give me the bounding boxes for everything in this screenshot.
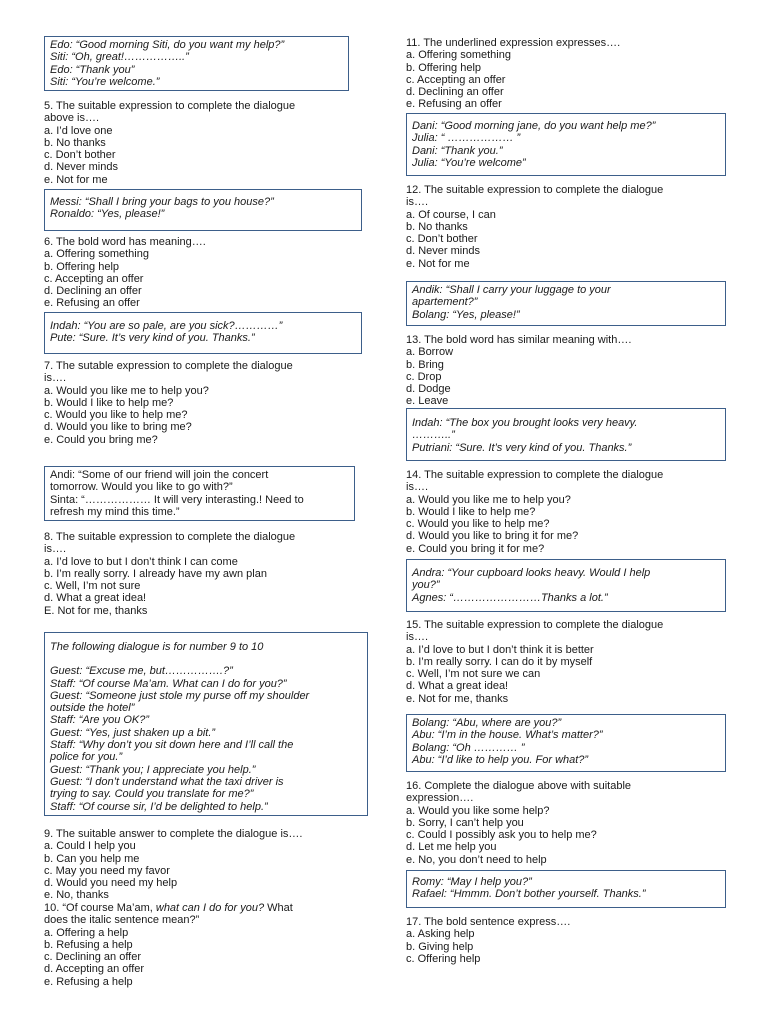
dialogue-intro: The following dialogue is for number 9 to 10	[50, 641, 264, 653]
answer-option: b. Can you help me	[44, 852, 140, 865]
question-stem: 5. The suitable expression to complete the dialogue	[44, 100, 296, 112]
dialogue-box-dani-julia	[406, 113, 726, 176]
dialogue-line: Staff: “Why don’t you sit down here and I’ll call the	[50, 739, 294, 752]
question-6	[44, 236, 362, 310]
answer-option: e. Could you bring me?	[44, 433, 158, 446]
question-stem: is….	[44, 372, 66, 385]
dialogue-line: apartement?”	[412, 296, 478, 309]
dialogue-line: Messi: “Shall I bring your bags to you house?”	[50, 196, 274, 208]
answer-option: a. I’d love to but I don’t think it is better	[406, 643, 594, 656]
dialogue-box-andra-agnes	[406, 559, 726, 612]
answer-option: b. Bring	[406, 358, 444, 371]
question-stem: 16. Complete the dialogue above with suitable	[406, 780, 632, 792]
question-8	[44, 531, 362, 617]
dialogue-line: Andra: “Your cupboard looks heavy. Would I help	[412, 567, 651, 579]
dialogue-line: Romy: “May I help you?”	[412, 876, 532, 888]
answer-option: b. Giving help	[406, 940, 474, 953]
question-17	[406, 916, 726, 965]
answer-option: e. Not for me, thanks	[406, 692, 509, 705]
dialogue-line: Bolang: “Yes, please!”	[412, 308, 520, 321]
question-stem: 6. The bold word has meaning….	[44, 236, 206, 248]
answer-option: b. No thanks	[44, 136, 106, 149]
answer-option: d. Accepting an offer	[44, 963, 145, 976]
answer-option: a. Offering something	[406, 49, 511, 62]
answer-option: a. Of course, I can	[406, 208, 496, 221]
dialogue-box-bolang-abu	[406, 714, 726, 772]
answer-option: a. Would you like me to help you?	[406, 493, 571, 506]
answer-option: d. Would you like to bring me?	[44, 421, 192, 434]
answer-option: e. Refusing an offer	[406, 98, 502, 111]
answer-option: c. Well, I’m not sure we can	[406, 668, 541, 681]
question-7	[44, 360, 362, 446]
dialogue-box-edo-siti	[44, 36, 349, 91]
dialogue-line: police for you.”	[50, 751, 123, 764]
answer-option: c. Accepting an offer	[44, 272, 144, 285]
dialogue-line: Staff: “Are you OK?”	[50, 714, 150, 727]
answer-option: c. Don’t bother	[406, 233, 478, 246]
question-stem	[44, 902, 362, 914]
question-stem: is….	[44, 543, 66, 556]
answer-option: d. What a great idea!	[44, 592, 147, 605]
question-15	[406, 619, 726, 705]
answer-option: a. Borrow	[406, 346, 454, 359]
answer-option: d. Declining an offer	[406, 86, 504, 99]
answer-option: c. Drop	[406, 370, 442, 383]
question-9	[44, 828, 362, 902]
question-stem: is….	[406, 481, 428, 494]
dialogue-line: outside the hotel”	[50, 702, 135, 715]
answer-option: d. Let me help you	[406, 841, 497, 854]
dialogue-line: Guest: “I don’t understand what the taxi driver is	[50, 775, 284, 788]
answer-option: d. Declining an offer	[44, 285, 142, 298]
dialogue-line: ………..”	[412, 429, 455, 442]
answer-option: c. Would you like to help me?	[406, 518, 550, 531]
answer-option: a. Asking help	[406, 928, 475, 941]
question-13	[406, 334, 726, 408]
answer-option: b. No thanks	[406, 220, 468, 233]
answer-option: a. Would you like some help?	[406, 804, 550, 817]
dialogue-spacer	[50, 653, 362, 665]
answer-option: a. Could I help you	[44, 840, 136, 853]
answer-option: a. I’d love one	[44, 124, 113, 137]
answer-option: b. Refusing a help	[44, 938, 133, 951]
question-12	[406, 184, 726, 270]
question-stem: is….	[406, 631, 428, 644]
dialogue-line: Siti: “You’re welcome.”	[50, 75, 160, 88]
dialogue-line: Andik: “Shall I carry your luggage to your	[412, 284, 611, 296]
dialogue-line: Indah: “You are so pale, are you sick?…………”	[50, 320, 283, 332]
dialogue-line: Siti: “Oh, great!……………..”	[50, 51, 189, 64]
dialogue-line: Indah: “The box you brought looks very heavy.	[412, 417, 638, 429]
dialogue-line: Bolang: “Abu, where are you?”	[412, 717, 562, 729]
dialogue-line: refresh my mind this time.”	[50, 505, 180, 518]
answer-option: d. Never minds	[406, 245, 480, 258]
dialogue-box-indah-pute	[44, 312, 362, 354]
answer-option: b. Offering help	[44, 260, 120, 273]
answer-option: c. Could I possibly ask you to help me?	[406, 829, 597, 842]
answer-option: b. I’m really sorry. I can do it by myself	[406, 655, 593, 668]
dialogue-box-hotel	[44, 632, 368, 816]
answer-option: e. Refusing a help	[44, 975, 133, 988]
answer-option: e. No, you don’t need to help	[406, 853, 547, 866]
question-stem-italic: what can I do for you?	[155, 902, 265, 914]
dialogue-line: Dani: “Thank you.”	[412, 144, 503, 157]
dialogue-line: Julia: “You’re welcome”	[412, 156, 526, 169]
question-11	[406, 37, 726, 111]
question-stem: 17. The bold sentence express….	[406, 916, 571, 928]
answer-option: d. Never minds	[44, 161, 118, 174]
dialogue-line: Edo: “Thank you”	[50, 63, 135, 76]
answer-option: c. Would you like to help me?	[44, 409, 188, 422]
dialogue-box-messi-ronaldo	[44, 189, 362, 231]
dialogue-line: Bolang: “Oh ………… ”	[412, 741, 525, 754]
answer-option: c. Don’t bother	[44, 149, 116, 162]
question-stem: 8. The suitable expression to complete the dialogue	[44, 531, 296, 543]
answer-option: c. May you need my favor	[44, 864, 170, 877]
answer-option: e. Refusing an offer	[44, 297, 140, 310]
question-stem: is….	[406, 196, 428, 209]
dialogue-line: trying to say. Could you translate for me?”	[50, 788, 254, 801]
question-stem: 15. The suitable expression to complete the dialogue	[406, 619, 664, 631]
dialogue-box-andi-sinta	[44, 466, 355, 521]
question-16	[406, 780, 726, 866]
answer-option: e. Leave	[406, 395, 449, 408]
answer-option: a. I’d love to but I don’t think I can come	[44, 555, 238, 568]
question-stem: expression….	[406, 792, 474, 805]
question-10	[44, 902, 362, 988]
dialogue-line: Ronaldo: “Yes, please!”	[50, 208, 165, 221]
answer-option: b. Would I like to help me?	[406, 505, 536, 518]
answer-option: a. Offering something	[44, 248, 149, 261]
dialogue-line: Guest: “Someone just stole my purse off my shoulder	[50, 689, 310, 702]
dialogue-line: Putriani: “Sure. It’s very kind of you. Thanks.”	[412, 441, 632, 454]
answer-option: c. Accepting an offer	[406, 73, 506, 86]
question-stem: 7. The sutable expression to complete the dialogue	[44, 360, 293, 372]
dialogue-line: Agnes: “……………………Thanks a lot.”	[412, 591, 608, 604]
answer-option: e. No, thanks	[44, 889, 109, 902]
answer-option: c. Declining an offer	[44, 951, 142, 964]
dialogue-line: Guest: “Yes, just shaken up a bit.”	[50, 726, 216, 739]
answer-option: d. Would you need my help	[44, 877, 178, 890]
answer-option: e. Could you bring it for me?	[406, 542, 545, 555]
answer-option: d. Would you like to bring it for me?	[406, 530, 579, 543]
dialogue-line: Sinta: “……………… It will very interasting.! Need to	[50, 493, 304, 506]
dialogue-line: Edo: “Good morning Siti, do you want my help?”	[50, 39, 285, 51]
answer-option: E. Not for me, thanks	[44, 604, 148, 617]
dialogue-box-romy-rafael	[406, 870, 726, 908]
dialogue-line: Staff: “Of course sir, I’d be delighted to help.”	[50, 800, 268, 813]
question-stem-part: What	[264, 902, 293, 914]
dialogue-line: Andi: “Some of our friend will join the concert	[50, 469, 269, 481]
question-stem: 11. The underlined expression expresses….	[406, 37, 621, 49]
question-stem: 12. The suitable expression to complete the dialogue	[406, 184, 664, 196]
question-stem: 13. The bold word has similar meaning with….	[406, 334, 632, 346]
dialogue-line: Guest: “Excuse me, but…………….?”	[50, 665, 233, 678]
dialogue-line: Pute: “Sure. It’s very kind of you. Thanks.”	[50, 332, 255, 345]
question-stem: 14. The suitable expression to complete the dialogue	[406, 469, 664, 481]
question-stem: 9. The suitable answer to complete the dialogue is….	[44, 828, 303, 840]
answer-option: d. Dodge	[406, 383, 451, 396]
answer-option: b. Sorry, I can’t help you	[406, 816, 524, 829]
answer-option: a. Offering a help	[44, 926, 129, 939]
dialogue-line: Abu: “I’d like to help you. For what?”	[412, 753, 589, 766]
answer-option: c. Offering help	[406, 952, 481, 965]
dialogue-line: Dani: “Good morning jane, do you want help me?”	[412, 120, 656, 132]
dialogue-line: Abu: “I’m in the house. What’s matter?”	[412, 729, 603, 742]
question-5	[44, 100, 362, 186]
answer-option: a. Would you like me to help you?	[44, 384, 209, 397]
dialogue-box-indah-putriani	[406, 408, 726, 461]
question-stem-part: 10. “Of course Ma’am,	[44, 902, 156, 914]
dialogue-line: tomorrow. Would you like to go with?”	[50, 481, 233, 494]
dialogue-line: Julia: “ ……………… ”	[412, 132, 521, 145]
answer-option: b. I’m really sorry. I already have my awn plan	[44, 567, 267, 580]
answer-option: b. Would I like to help me?	[44, 396, 174, 409]
dialogue-box-andik-bolang	[406, 281, 726, 326]
dialogue-line: you?”	[412, 579, 440, 592]
question-14	[406, 469, 726, 555]
answer-option: d. What a great idea!	[406, 680, 509, 693]
dialogue-line: Guest: “Thank you; I appreciate you help.”	[50, 763, 256, 776]
dialogue-line: Staff: “Of course Ma’am. What can I do for you?”	[50, 677, 287, 690]
answer-option: b. Offering help	[406, 61, 482, 74]
answer-option: e. Not for me	[406, 257, 470, 270]
question-stem: does the italic sentence mean?”	[44, 914, 200, 927]
answer-option: c. Well, I’m not sure	[44, 580, 141, 593]
answer-option: e. Not for me	[44, 173, 108, 186]
question-stem: above is….	[44, 112, 100, 125]
dialogue-line: Rafael: “Hmmm. Don’t bother yourself. Thanks.”	[412, 888, 646, 901]
